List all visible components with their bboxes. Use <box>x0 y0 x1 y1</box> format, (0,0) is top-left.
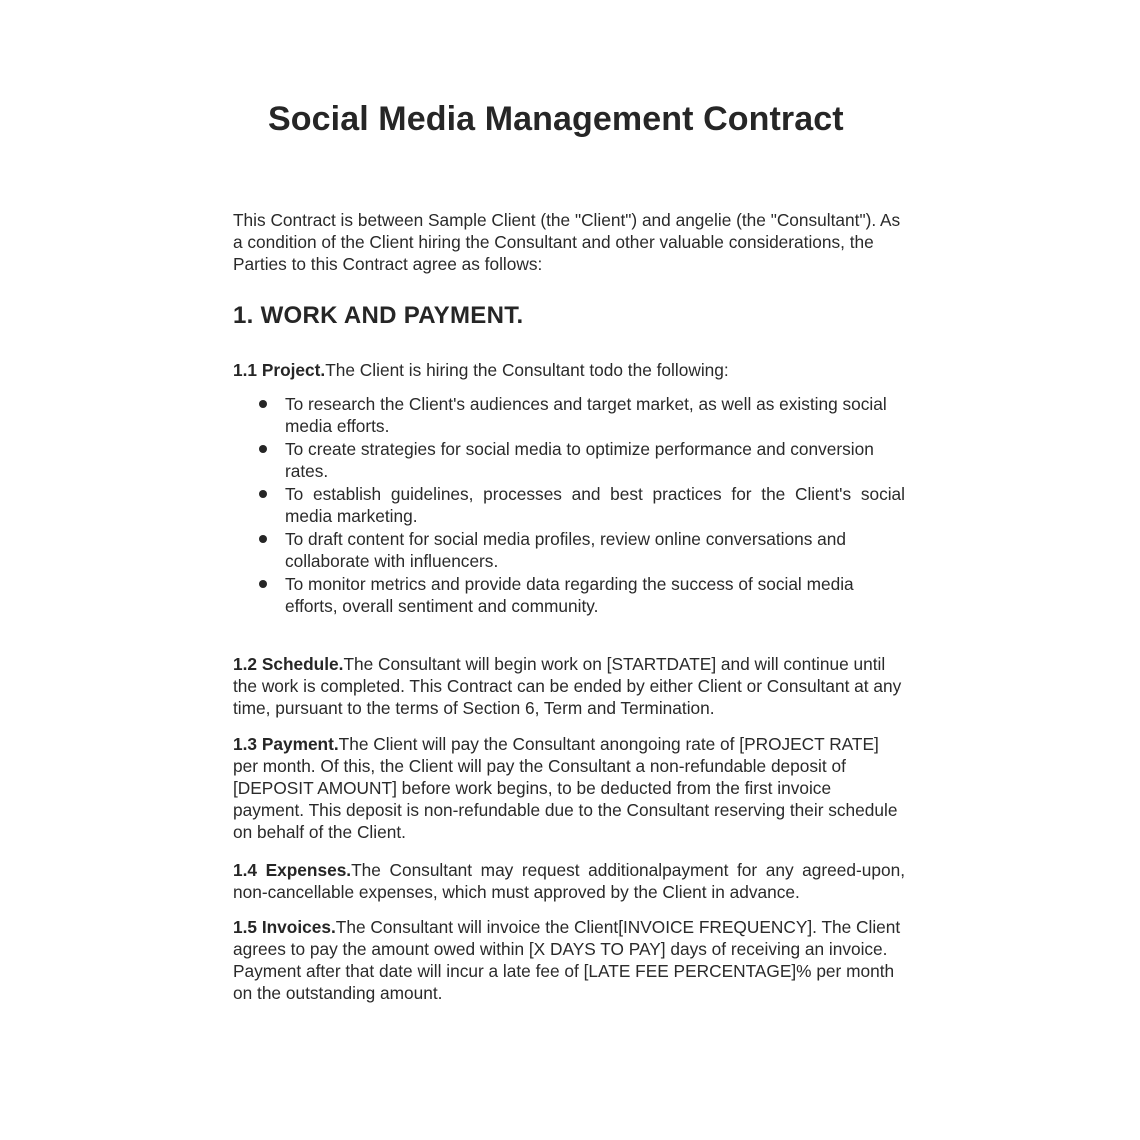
clause-project-label: 1.1 Project. <box>233 360 326 380</box>
intro-paragraph: This Contract is between Sample Client (the "Client") and angelie (the "Consultant"). As a condition of the Client hiring the Consultant and other valuable considerations, the Parties to this Contract agree as follows: <box>233 210 901 274</box>
clause-invoices-label: 1.5 Invoices. <box>233 917 336 937</box>
clause-project-text: The Client is hiring the Consultant todo the following: <box>325 360 729 380</box>
task-text: To draft content for social media profiles, review online conversations and collaborate with influencers. <box>285 529 846 571</box>
clause-project <box>233 359 905 381</box>
task-text: To create strategies for social media to optimize performance and conversion rates. <box>285 439 874 481</box>
bullet-icon <box>259 580 267 588</box>
bullet-icon <box>259 535 267 543</box>
clause-invoices <box>233 916 905 1004</box>
task-text: To monitor metrics and provide data regarding the success of social media efforts, overall sentiment and community. <box>285 574 854 616</box>
clause-expenses-text: The Consultant may request additionalpayment for any agreed-upon, non-cancellable expenses, which must approved by the Client in advance. <box>233 860 905 902</box>
project-task-list <box>233 393 905 617</box>
bullet-icon <box>259 490 267 498</box>
clause-payment-text: The Client will pay the Consultant anongoing rate of [PROJECT RATE] per month. Of this, the Client will pay the Consultant a non-refundable deposit of [DEPOSIT AMOUNT] before work begins, to be deducted from the first invoice payment. This deposit is non-refundable due to the Consultant reserving their schedule on behalf of the Client. <box>233 734 898 842</box>
bullet-icon <box>259 400 267 408</box>
task-text: To establish guidelines, processes and best practices for the Client's social media marketing. <box>285 484 905 526</box>
clause-expenses <box>233 859 905 903</box>
list-item <box>285 573 905 617</box>
document-title: Social Media Management Contract <box>268 100 844 138</box>
document-body <box>233 209 905 1004</box>
clause-payment <box>233 733 905 843</box>
clause-invoices-text: The Consultant will invoice the Client[INVOICE FREQUENCY]. The Client agrees to pay the amount owed within [X DAYS TO PAY] days of receiving an invoice. Payment after that date will incur a late fee of [LATE FEE PERCENTAGE]% per month on the outstanding amount. <box>233 917 901 1003</box>
bullet-icon <box>259 445 267 453</box>
list-item <box>285 528 905 572</box>
task-text: To research the Client's audiences and target market, as well as existing social media efforts. <box>285 394 887 436</box>
clause-payment-label: 1.3 Payment. <box>233 734 339 754</box>
clause-schedule <box>233 653 905 719</box>
list-item <box>285 438 905 482</box>
clause-schedule-text: The Consultant will begin work on [STARTDATE] and will continue until the work is completed. This Contract can be ended by either Client or Consultant at any time, pursuant to the terms of Section 6, Term and Termination. <box>233 654 902 718</box>
list-item <box>285 393 905 437</box>
clause-expenses-label: 1.4 Expenses. <box>233 860 352 880</box>
list-item <box>285 483 905 527</box>
clause-schedule-label: 1.2 Schedule. <box>233 654 344 674</box>
section-heading-work-and-payment: 1. WORK AND PAYMENT. <box>233 302 524 329</box>
